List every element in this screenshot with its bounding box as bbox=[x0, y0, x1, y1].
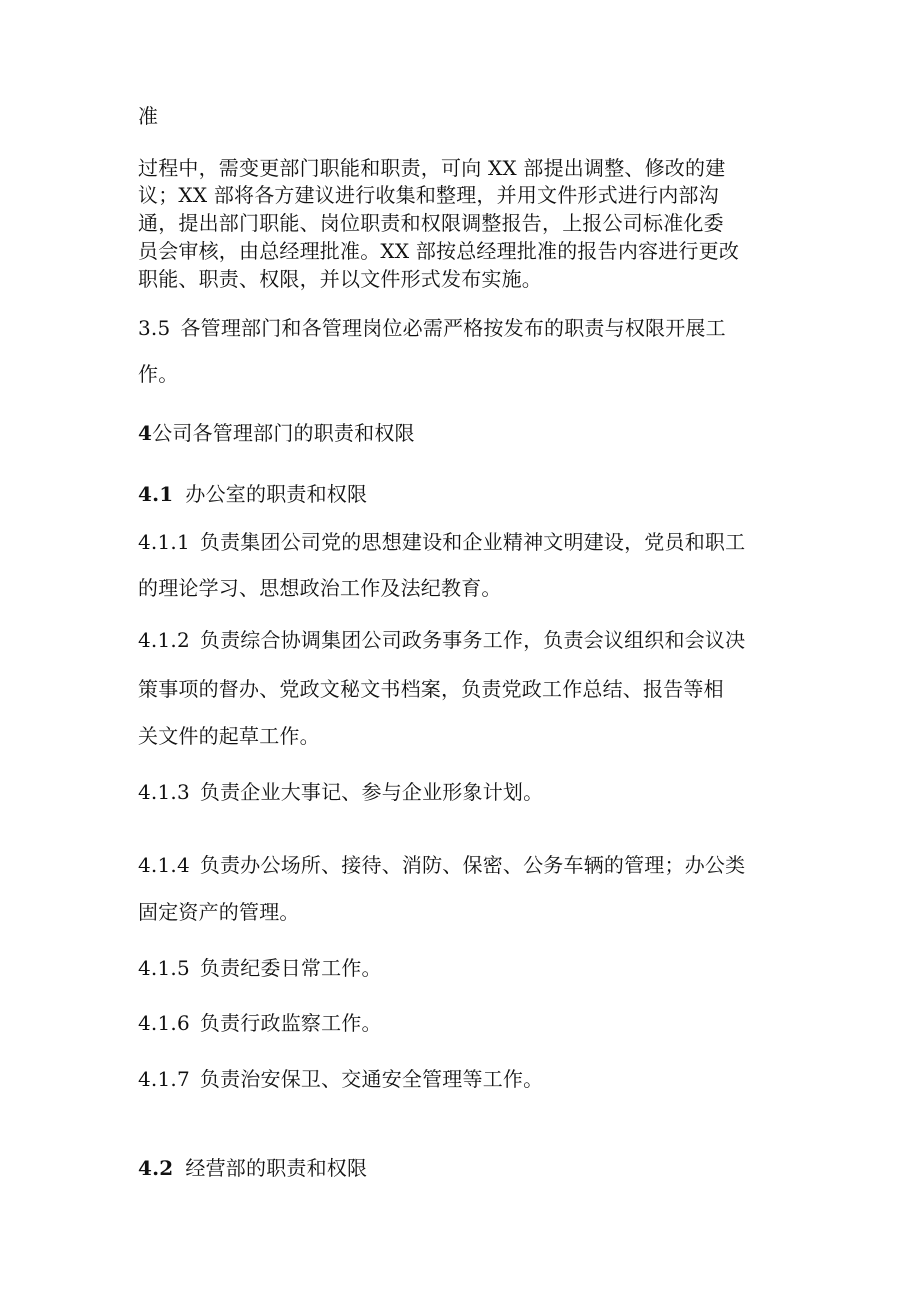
item-4-1-7-text: 负责治安保卫、交通安全管理等工作。 bbox=[199, 1067, 544, 1091]
item-4-1-4-number: 4.1.4 bbox=[138, 853, 190, 877]
section-4-heading bbox=[138, 420, 415, 446]
item-4-1-2-number: 4.1.2 bbox=[138, 628, 190, 652]
section-4-2-title: 经营部的职责和权限 bbox=[185, 1156, 368, 1180]
para-change-line-4: 员会审核，由总经理批准。XX 部按总经理批准的报告内容进行更改 bbox=[138, 239, 740, 263]
item-4-1-3-number: 4.1.3 bbox=[138, 780, 190, 804]
para-change-line-3: 通，提出部门职能、岗位职责和权限调整报告，上报公司标准化委 bbox=[138, 211, 724, 235]
top-fragment: 准 bbox=[138, 104, 159, 128]
item-4-1-6-text: 负责行政监察工作。 bbox=[199, 1011, 382, 1035]
item-4-1-1-number: 4.1.1 bbox=[138, 530, 190, 554]
section-4-1-heading bbox=[138, 481, 367, 507]
section-4-title: 公司各管理部门的职责和权限 bbox=[152, 421, 415, 445]
item-4-1-5-text: 负责纪委日常工作。 bbox=[199, 956, 382, 980]
item-4-1-1-text: 负责集团公司党的思想建设和企业精神文明建设，党员和职工 bbox=[199, 530, 746, 554]
item-4-1-7-number: 4.1.7 bbox=[138, 1067, 190, 1091]
item-4-1-6 bbox=[138, 1010, 382, 1036]
item-4-1-4-line-2: 固定资产的管理。 bbox=[138, 900, 300, 924]
item-4-1-1-line-2: 的理论学习、思想政治工作及法纪教育。 bbox=[138, 576, 502, 600]
item-3-5 bbox=[138, 315, 726, 341]
para-change-line-2: 议；XX 部将各方建议进行收集和整理，并用文件形式进行内部沟 bbox=[138, 183, 719, 207]
item-4-1-6-number: 4.1.6 bbox=[138, 1011, 190, 1035]
section-4-2-heading bbox=[138, 1155, 367, 1181]
item-4-1-4 bbox=[138, 852, 745, 878]
item-4-1-2 bbox=[138, 627, 745, 653]
item-4-1-5 bbox=[138, 955, 382, 981]
item-4-1-5-number: 4.1.5 bbox=[138, 956, 190, 980]
item-4-1-3-text: 负责企业大事记、参与企业形象计划。 bbox=[199, 780, 544, 804]
item-3-5-line-2: 作。 bbox=[138, 362, 179, 386]
item-4-1-2-line-3: 关文件的起草工作。 bbox=[138, 724, 320, 748]
item-4-1-7 bbox=[138, 1066, 543, 1092]
para-change-line-1: 过程中，需变更部门职能和职责，可向 XX 部提出调整、修改的建 bbox=[138, 156, 726, 180]
item-4-1-2-line-2: 策事项的督办、党政文秘文书档案，负责党政工作总结、报告等相 bbox=[138, 677, 724, 701]
item-4-1-3 bbox=[138, 779, 543, 805]
item-3-5-text: 各管理部门和各管理岗位必需严格按发布的职责与权限开展工 bbox=[180, 316, 726, 340]
item-4-1-4-text: 负责办公场所、接待、消防、保密、公务车辆的管理；办公类 bbox=[199, 853, 746, 877]
item-4-1-1 bbox=[138, 529, 745, 555]
section-4-1-number: 4.1 bbox=[138, 482, 174, 506]
item-4-1-2-text: 负责综合协调集团公司政务事务工作，负责会议组织和会议决 bbox=[199, 628, 746, 652]
section-4-1-title: 办公室的职责和权限 bbox=[185, 482, 368, 506]
section-4-number: 4 bbox=[138, 421, 153, 445]
section-4-2-number: 4.2 bbox=[138, 1156, 174, 1180]
para-change-line-5: 职能、职责、权限，并以文件形式发布实施。 bbox=[138, 267, 542, 291]
item-3-5-number: 3.5 bbox=[138, 316, 171, 340]
